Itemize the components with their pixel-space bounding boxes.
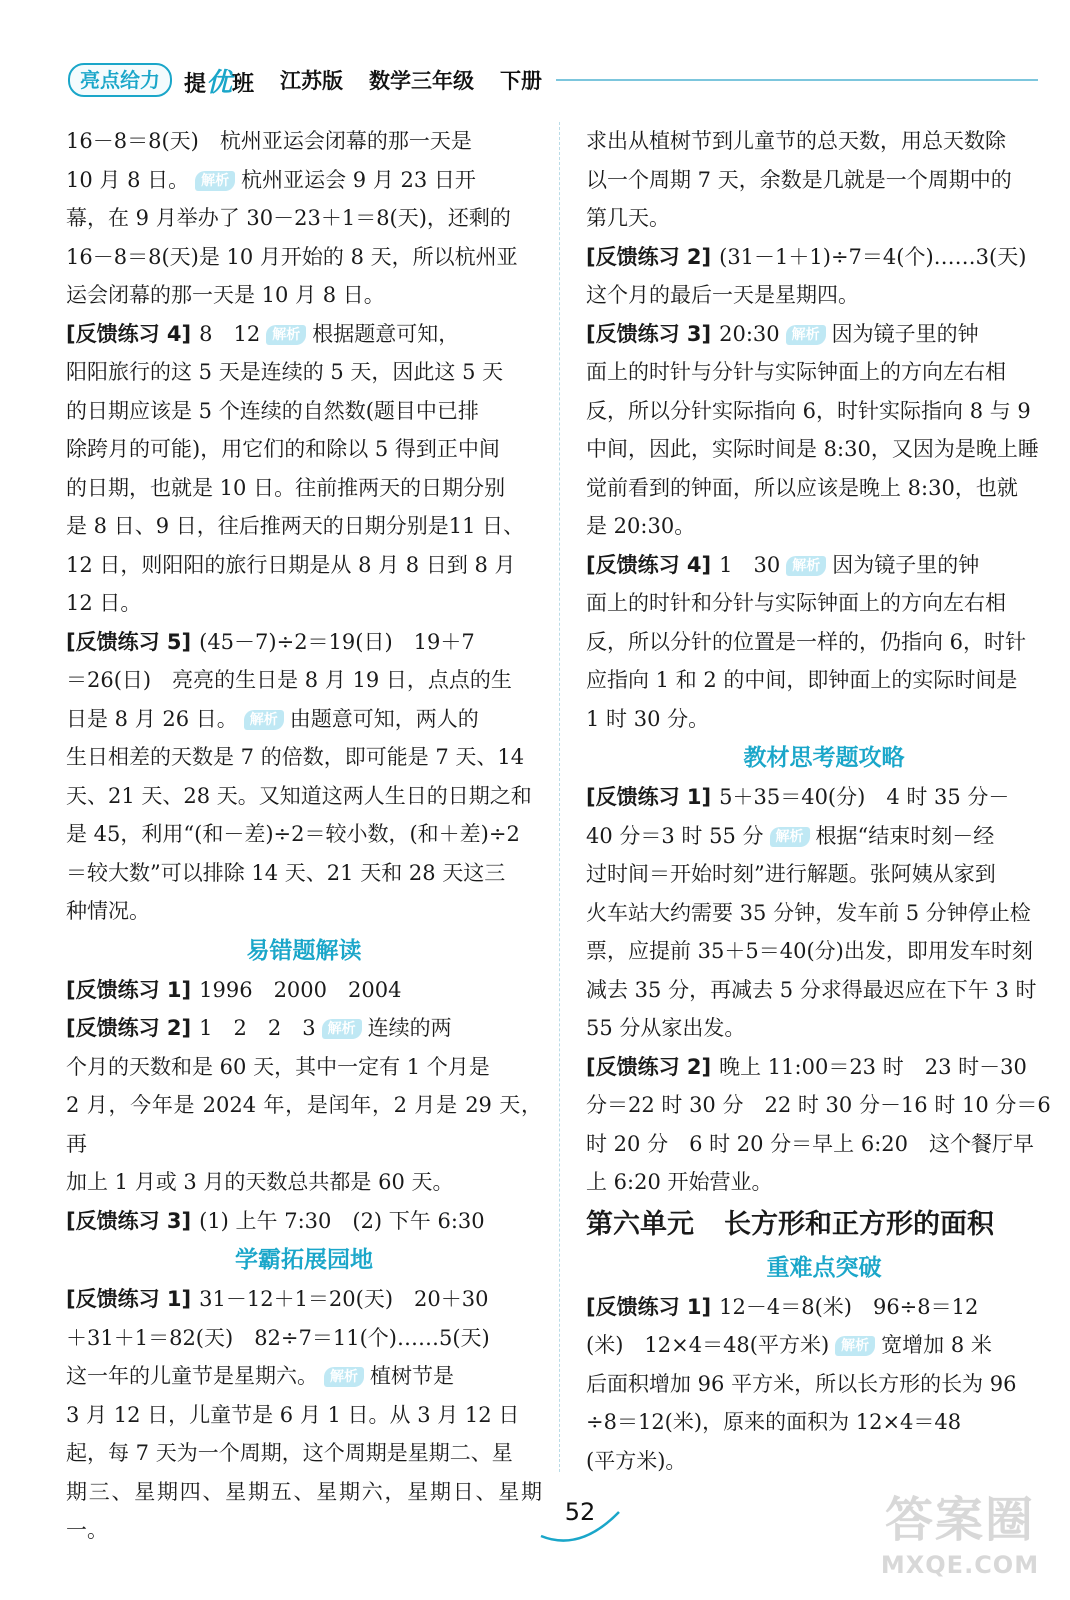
exercise-label: [反馈练习 4] bbox=[66, 321, 192, 346]
unit-name: 长方形和正方形的面积 bbox=[724, 1208, 994, 1240]
exercise-label: [反馈练习 4] bbox=[586, 552, 712, 577]
answer-text: 8 12 bbox=[199, 321, 261, 346]
text-line: 的日期应该是 5 个连续的自然数(题目中已排 bbox=[66, 398, 479, 423]
text-line: 面上的时针与分针与实际钟面上的方向左右相 bbox=[586, 360, 1006, 384]
text-line: 期三、星期四、星期五、星期六，星期日、星期一。 bbox=[66, 1479, 542, 1542]
text-line bbox=[586, 778, 1062, 817]
text-line: 时 20 分 6 时 20 分＝早上 6:20 这个餐厅早 bbox=[586, 1131, 1035, 1156]
feedback-exercise-2-extension bbox=[586, 238, 1062, 315]
feedback-exercise-3-extension bbox=[586, 315, 1062, 546]
exercise-label: [反馈练习 1] bbox=[586, 785, 712, 809]
text-line bbox=[66, 1202, 542, 1241]
text-line: 种情况。 bbox=[66, 899, 150, 923]
text-line: 反，所以分针的位置是一样的，仍指向 6，时针 bbox=[586, 629, 1027, 654]
section-title-extension: 学霸拓展园地 bbox=[235, 1247, 373, 1273]
answer-block bbox=[66, 122, 542, 315]
unit-title bbox=[586, 1202, 1062, 1248]
text-line: 3 月 12 日，儿童节是 6 月 1 日。从 3 月 12 日 bbox=[66, 1402, 520, 1427]
page-number-text: 52 bbox=[564, 1498, 596, 1526]
text-line: 16－8＝8(天) 杭州亚运会闭幕的那一天是 bbox=[66, 129, 472, 153]
analysis-tag: 解析 bbox=[322, 1019, 362, 1039]
text-line: 分＝22 时 30 分 22 时 30 分－16 时 10 分＝6 bbox=[586, 1093, 1051, 1117]
watermark-text: 答案圈 bbox=[884, 1492, 1035, 1548]
text-line bbox=[586, 1288, 1062, 1327]
text-run: 宽增加 8 米 bbox=[881, 1333, 992, 1357]
answer-block-continued bbox=[586, 122, 1062, 238]
page-number bbox=[535, 1492, 625, 1548]
analysis-tag: 解析 bbox=[324, 1367, 364, 1387]
text-line: ÷8＝12(米)，原来的面积为 12×4＝48 bbox=[586, 1410, 962, 1434]
right-column bbox=[586, 122, 1062, 1478]
text-run: (米) 12×4＝48(平方米) bbox=[586, 1333, 830, 1357]
text-line: 应指向 1 和 2 的中间，即钟面上的实际时间是 bbox=[586, 668, 1018, 692]
text-line: 反，所以分针实际指向 6，时针实际指向 8 与 9 bbox=[586, 398, 1031, 423]
text-line bbox=[66, 1357, 542, 1396]
analysis-tag: 解析 bbox=[266, 325, 306, 345]
series-title bbox=[184, 62, 254, 99]
text-line: 觉前看到的钟面，所以应该是晚上 8:30，也就 bbox=[586, 475, 1018, 500]
text-line: 2 月，今年是 2024 年，是闰年，2 月是 29 天，再 bbox=[66, 1093, 542, 1156]
left-column bbox=[66, 122, 542, 1542]
page-header bbox=[68, 62, 1038, 98]
text-run: 因为镜子里的钟 bbox=[831, 321, 979, 346]
exercise-label: [反馈练习 1] bbox=[66, 1287, 192, 1311]
text-line: 以一个周期 7 天，余数是几就是一个周期中的 bbox=[586, 167, 1012, 192]
section-title-key-points: 重难点突破 bbox=[766, 1254, 882, 1281]
text-line bbox=[66, 1009, 542, 1048]
text-run: 因为镜子里的钟 bbox=[832, 552, 980, 577]
text-run: 这一年的儿童节是星期六。 bbox=[66, 1364, 318, 1388]
answer-text: (1) 上午 7:30 (2) 下午 6:30 bbox=[199, 1208, 485, 1233]
edition-label: 江苏版 bbox=[280, 69, 344, 93]
text-line: 火车站大约需要 35 分钟，发车前 5 分钟停止检 bbox=[586, 900, 1031, 925]
text-line: 是 8 日、9 日，往后推两天的日期分别是11 日、 bbox=[66, 514, 525, 538]
feedback-exercise-4 bbox=[66, 315, 542, 623]
volume-label: 下册 bbox=[500, 69, 543, 93]
text-line: 天、21 天、28 天。又知道这两人生日的日期之和 bbox=[66, 783, 532, 808]
answer-text: 1 2 2 3 bbox=[199, 1016, 316, 1040]
text-line: 票，应提前 35＋5＝40(分)出发，即用发车时刻 bbox=[586, 939, 1033, 963]
analysis-tag: 解析 bbox=[786, 556, 826, 576]
text-run: 日是 8 月 26 日。 bbox=[66, 706, 238, 731]
series-part-1: 提 bbox=[184, 71, 207, 97]
text-line: 12 日，则阳阳的旅行日期是从 8 月 8 日到 8 月 bbox=[66, 552, 516, 577]
text-line: 个月的天数和是 60 天，其中一定有 1 个月是 bbox=[66, 1054, 490, 1079]
exercise-label: [反馈练习 2] bbox=[586, 244, 712, 269]
text-line: (平方米)。 bbox=[586, 1448, 687, 1473]
section-title-error-prone: 易错题解读 bbox=[246, 937, 362, 964]
answer-text: 1 30 bbox=[719, 552, 781, 577]
answer-text: 12－4＝8(米) 96÷8＝12 bbox=[719, 1294, 979, 1319]
answer-text: (31－1＋1)÷7＝4(个)……3(天) bbox=[719, 244, 1027, 269]
exercise-label: [反馈练习 1] bbox=[586, 1294, 712, 1319]
text-line: ＝26(日) 亮亮的生日是 8 月 19 日，点点的生 bbox=[66, 668, 512, 692]
subject-label: 数学三年级 bbox=[369, 69, 475, 93]
header-rule bbox=[556, 79, 1038, 81]
text-line: 1 时 30 分。 bbox=[586, 706, 710, 731]
feedback-exercise-1-extension bbox=[66, 1280, 542, 1550]
brand-badge: 亮点给力 bbox=[68, 63, 172, 97]
analysis-tag: 解析 bbox=[195, 171, 235, 191]
text-line: 除跨月的可能)，用它们的和除以 5 得到正中间 bbox=[66, 437, 500, 461]
text-line: 过时间＝开始时刻”进行解题。张阿姨从家到 bbox=[586, 862, 996, 886]
text-line: 上 6:20 开始营业。 bbox=[586, 1170, 773, 1194]
text-line bbox=[586, 238, 1062, 277]
text-line bbox=[586, 546, 1062, 585]
text-line: 后面积增加 96 平方米，所以长方形的长为 96 bbox=[586, 1371, 1017, 1396]
feedback-exercise-5 bbox=[66, 623, 542, 931]
text-line bbox=[66, 161, 542, 200]
text-run: 根据“结束时刻－经 bbox=[815, 823, 995, 848]
text-line: 加上 1 月或 3 月的天数总共都是 60 天。 bbox=[66, 1170, 454, 1194]
exercise-label: [反馈练习 5] bbox=[66, 629, 192, 654]
text-line bbox=[586, 1048, 1062, 1087]
answer-text: 31－12＋1＝20(天) 20＋30 bbox=[199, 1287, 489, 1311]
text-line: 的日期，也就是 10 日。往前推两天的日期分别 bbox=[66, 475, 506, 500]
feedback-exercise-2-textbook bbox=[586, 1048, 1062, 1202]
text-run: 杭州亚运会 9 月 23 日开 bbox=[241, 167, 476, 192]
text-line: 运会闭幕的那一天是 10 月 8 日。 bbox=[66, 283, 385, 307]
text-line: ＋31＋1＝82(天) 82÷7＝11(个)……5(天) bbox=[66, 1325, 490, 1350]
section-title-textbook: 教材思考题攻略 bbox=[743, 745, 905, 771]
text-line: 这个月的最后一天是星期四。 bbox=[586, 283, 859, 307]
text-line bbox=[586, 315, 1062, 354]
text-line: 第几天。 bbox=[586, 206, 670, 230]
text-line: 中间，因此，实际时间是 8:30，又因为是晚上睡 bbox=[586, 437, 1039, 461]
text-line bbox=[66, 315, 542, 354]
text-run: 植树节是 bbox=[370, 1364, 454, 1388]
answer-text: 5＋35＝40(分) 4 时 35 分－ bbox=[719, 785, 1010, 809]
text-run: 40 分＝3 时 55 分 bbox=[586, 823, 764, 848]
analysis-tag: 解析 bbox=[244, 710, 284, 730]
exercise-label: [反馈练习 2] bbox=[66, 1016, 192, 1040]
text-line: 12 日。 bbox=[66, 591, 142, 615]
exercise-label: [反馈练习 3] bbox=[586, 321, 712, 346]
text-line bbox=[586, 817, 1062, 856]
column-divider bbox=[559, 122, 560, 1472]
watermark-url: MXQE.COM bbox=[880, 1551, 1040, 1579]
exercise-label: [反馈练习 1] bbox=[66, 977, 192, 1002]
text-run: 连续的两 bbox=[367, 1016, 452, 1040]
text-line bbox=[66, 623, 542, 662]
text-line: 55 分从家出发。 bbox=[586, 1016, 746, 1040]
analysis-tag: 解析 bbox=[770, 827, 810, 847]
text-line: 阳阳旅行的这 5 天是连续的 5 天，因此这 5 天 bbox=[66, 360, 504, 384]
text-run: 由题意可知，两人的 bbox=[289, 706, 479, 731]
text-line bbox=[66, 1280, 542, 1319]
text-line bbox=[66, 700, 542, 739]
answer-text: 晚上 11:00＝23 时 23 时－30 bbox=[719, 1054, 1027, 1079]
text-line: ＝较大数”可以排除 14 天、21 天和 28 天这三 bbox=[66, 860, 506, 885]
text-line: 起，每 7 天为一个周期，这个周期是星期二、星 bbox=[66, 1441, 513, 1465]
text-line bbox=[586, 1326, 1062, 1365]
text-line bbox=[66, 971, 542, 1010]
text-line: 减去 35 分，再减去 5 分求得最迟应在下午 3 时 bbox=[586, 977, 1037, 1002]
unit-number: 第六单元 bbox=[586, 1208, 694, 1240]
text-line: 求出从植树节到儿童节的总天数，用总天数除 bbox=[586, 129, 1006, 153]
text-run: 根据题意可知， bbox=[312, 321, 460, 346]
feedback-exercise-1-unit6 bbox=[586, 1288, 1062, 1481]
analysis-tag: 解析 bbox=[786, 325, 826, 345]
feedback-exercise-3 bbox=[66, 1202, 542, 1241]
series-part-3: 班 bbox=[232, 71, 255, 97]
text-line: 幕，在 9 月举办了 30－23＋1＝8(天)，还剩的 bbox=[66, 206, 511, 230]
text-line: 是 45，利用“(和－差)÷2＝较小数，(和＋差)÷2 bbox=[66, 822, 520, 846]
answer-text: (45－7)÷2＝19(日) 19＋7 bbox=[199, 629, 475, 654]
feedback-exercise-4-extension bbox=[586, 546, 1062, 739]
answer-text: 1996 2000 2004 bbox=[199, 977, 402, 1002]
watermark-logo bbox=[870, 1490, 1050, 1590]
feedback-exercise-1 bbox=[66, 971, 542, 1010]
feedback-exercise-2 bbox=[66, 1009, 542, 1202]
answer-text: 20:30 bbox=[719, 321, 780, 346]
exercise-label: [反馈练习 2] bbox=[586, 1054, 712, 1079]
text-line: 是 20:30。 bbox=[586, 514, 696, 538]
text-line: 面上的时针和分针与实际钟面上的方向左右相 bbox=[586, 591, 1006, 615]
exercise-label: [反馈练习 3] bbox=[66, 1208, 192, 1233]
analysis-tag: 解析 bbox=[835, 1336, 875, 1356]
text-line: 生日相差的天数是 7 的倍数，即可能是 7 天、14 bbox=[66, 745, 525, 769]
feedback-exercise-1-textbook bbox=[586, 778, 1062, 1048]
series-part-2: 优 bbox=[206, 67, 233, 98]
text-line: 16－8＝8(天)是 10 月开始的 8 天，所以杭州亚 bbox=[66, 244, 518, 269]
text-run: 10 月 8 日。 bbox=[66, 167, 190, 192]
